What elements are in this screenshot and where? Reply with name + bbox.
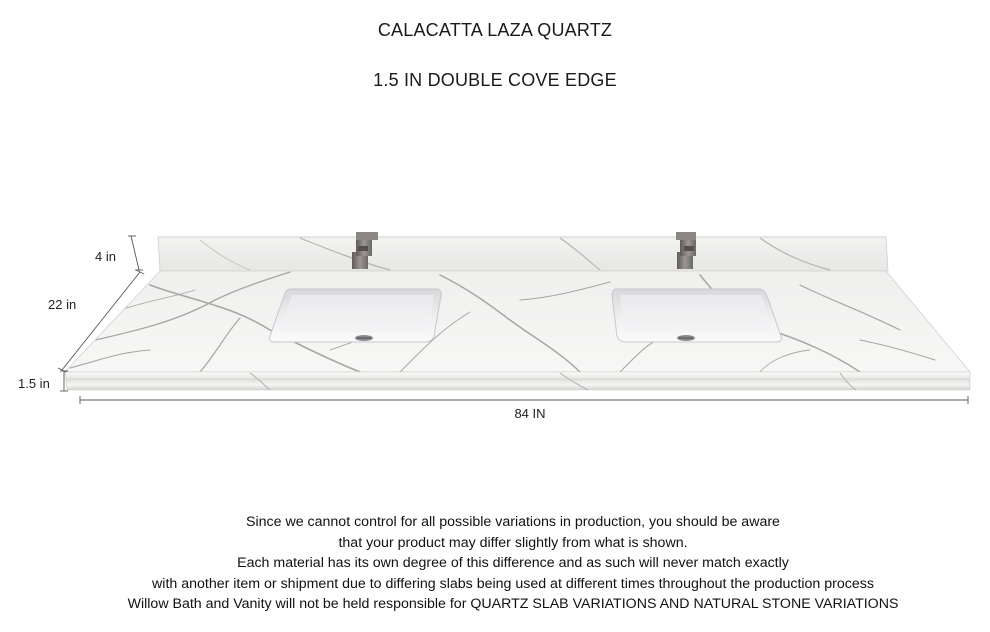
edge-title: 1.5 IN DOUBLE COVE EDGE bbox=[373, 70, 617, 90]
material-title: CALACATTA LAZA QUARTZ bbox=[377, 20, 613, 40]
disclaimer-line: Since we cannot control for all possible variations in production, you should be aware bbox=[246, 514, 780, 530]
disclaimer-line: Willow Bath and Vanity will not be held responsible for QUARTZ SLAB VARIATIONS AND NATURAL STONE VARIATIONS bbox=[127, 596, 899, 612]
backsplash-height-label: 4 in bbox=[95, 249, 116, 264]
disclaimer-line: with another item or shipment due to differing slabs being used at different times throughout the production process bbox=[152, 575, 874, 592]
depth-label: 22 in bbox=[48, 297, 77, 312]
disclaimer-line: that your product may differ slightly from what is shown. bbox=[338, 534, 688, 551]
thickness-label: 1.5 in bbox=[18, 376, 50, 391]
left-sink bbox=[270, 289, 442, 342]
disclaimer bbox=[0, 512, 990, 615]
right-sink bbox=[612, 289, 781, 342]
countertop-surface bbox=[65, 271, 970, 372]
width-label: 84 IN bbox=[514, 406, 546, 421]
front-edge bbox=[65, 372, 970, 390]
backsplash bbox=[158, 237, 888, 271]
disclaimer-line: Each material has its own degree of this difference and as such will never match exactly bbox=[237, 555, 789, 571]
